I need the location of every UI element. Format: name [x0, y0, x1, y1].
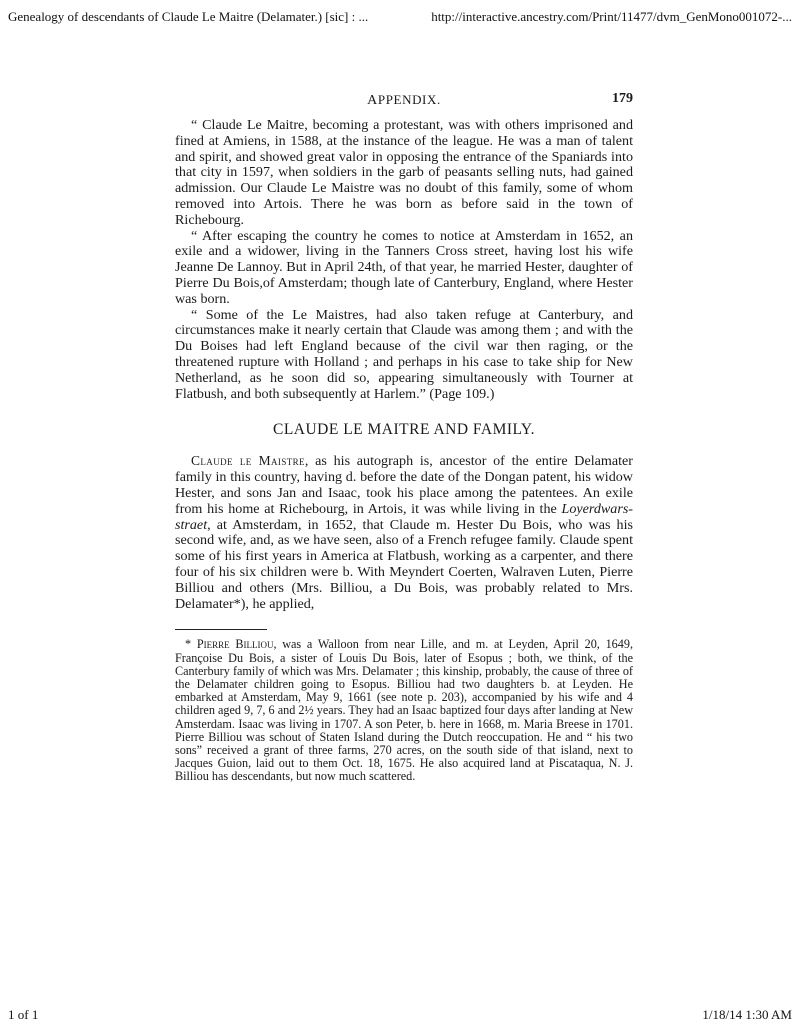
section-heading: CLAUDE LE MAITRE AND FAMILY.	[272, 421, 536, 439]
print-timestamp: 1/18/14 1:30 AM	[702, 1007, 792, 1022]
running-head-title: APPENDIX.	[367, 92, 441, 108]
page-number: 179	[612, 91, 633, 106]
quote-paragraph: “ After escaping the country he comes to notice at Amsterdam in 1652, an exile and a widower, living in the Tanners Cross street, having lost his wife Jeanne De Lannoy. But in April 24th, of that year, he married Hester, daughter of Pierre Du Bois,of Amsterdam; though late of Canterbury, England, where Hester was born.	[175, 227, 633, 307]
document-title: Genealogy of descendants of Claude Le Maitre (Delamater.) [sic] : ...	[8, 9, 369, 24]
street-name: Loyerdwars-straet	[175, 500, 633, 533]
quote-paragraph: “ Some of the Le Maistres, had also taken refuge at Canterbury, and circumstances make it nearly certain that Claude was among them ; and with the Du Boises had left England because of the civil war then raging, or the threatened rupture with Holland ; and perhaps in his case to take ship for New Netherland, as he soon did so, appearing simultaneously with Tourner at Flatbush, and both subsequently at Harlem.” (Page 109.)	[175, 306, 633, 402]
lead-name: Claude le Maistre	[191, 453, 305, 469]
quoted-passage	[175, 118, 633, 402]
section-paragraph: Claude le Maistre, as his autograph is, ancestor of the entire Delamater family in this country, having d. before the date of the Dongan patent, his widow Hester, and sons Jan and Isaac, took his place among the patentees. An exile from his home at Richebourg, in Artois, it was while living in the Loyerdwars-straet, at Amsterdam, in 1652, that Claude m. Hester Du Bois, who was his second wife, and, as we have seen, also of a French refugee family. Claude spent some of his first years in America at Flatbush, working as a carpenter, and there four of his six children were b. With Meyndert Coerten, Walraven Luten, Pierre Billiou and others (Mrs. Billiou, a Du Bois, was probably related to Mrs. Delamater*), he applied,	[175, 453, 633, 612]
running-head	[175, 92, 633, 114]
book-page	[175, 80, 633, 784]
document-url: http://interactive.ancestry.com/Print/11477/dvm_GenMono001072-...	[431, 9, 792, 24]
quote-paragraph: “ Claude Le Maitre, becoming a protestant, was with others imprisoned and fined at Amiens, in 1588, at the instance of the league. He was a man of talent and spirit, and showed great valor in opposing the entrance of the Spaniards into that city in 1597, when soldiers in the garb of peasants selling nuts, had gained admission. Our Claude Le Maistre was no doubt of this family, some of whom removed into Artois. There he was born as before said in the town of Richebourg.	[175, 117, 633, 228]
print-header	[0, 9, 800, 25]
print-footer	[0, 1007, 800, 1023]
footnote-divider	[175, 629, 267, 630]
footnote: * Pierre Billiou, was a Walloon from near Lille, and m. at Leyden, April 20, 1649, Françoise Du Bois, a sister of Louis Du Bois, later of Esopus ; both, we think, of the Canterbury family of which was Mrs. Delamater ; this kinship, probably, the cause of three of the Delamater children going to Esopus. Billiou had two daughters b. at Leyden. He embarked at Amsterdam, May 9, 1661 (see note p. 203), accompanied by his wife and 4 children aged 9, 7, 6 and 2½ years. They had an Isaac baptized four days after landing at New Amsterdam. Isaac was living in 1707. A son Peter, b. here in 1668, m. Maria Breese in 1701. Pierre Billiou was schout of Staten Island during the Dutch reoccupation. He and “ his two sons” received a grant of three farms, 270 acres, on the south side of that island, next to Jacques Guion, laid out to them Oct. 18, 1675. He also acquired land at Piscataqua, N. J. Billiou has descendants, but now much scattered.	[175, 637, 633, 784]
footnote-name: Pierre Billiou	[196, 637, 274, 652]
page-count: 1 of 1	[8, 1007, 39, 1022]
